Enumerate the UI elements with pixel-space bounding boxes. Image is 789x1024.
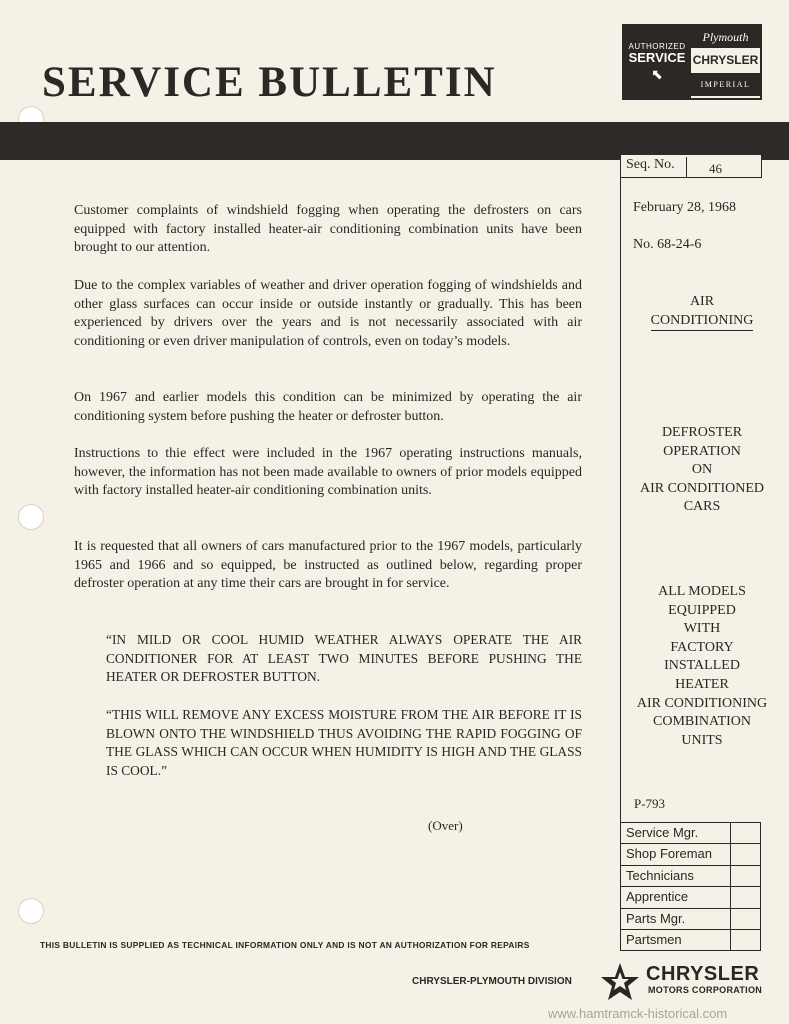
arrow-icon: ⬉	[651, 65, 663, 82]
routing-label: Shop Foreman	[621, 844, 731, 864]
authorized-service-logo	[622, 24, 762, 100]
category-line-2: CONDITIONING	[651, 312, 754, 332]
page-title: SERVICE BULLETIN	[42, 59, 497, 106]
watermark: www.hamtramck-historical.com	[548, 1006, 728, 1021]
routing-row	[621, 866, 760, 887]
logo-chrysler-text: CHRYSLER	[692, 53, 759, 67]
logo-service-text: SERVICE	[628, 50, 686, 66]
routing-check-cell	[731, 866, 760, 886]
subject-line: AIR CONDITIONED	[639, 480, 765, 496]
logo-plymouth-text: Plymouth	[691, 26, 760, 48]
authorized-service-panel	[623, 25, 691, 99]
routing-label: Apprentice	[621, 887, 731, 907]
routing-label: Partsmen	[621, 930, 731, 950]
brand-panel	[691, 26, 760, 98]
logo-imperial-text: IMPERIAL	[691, 73, 760, 96]
applicability	[626, 583, 778, 750]
disclaimer: THIS BULLETIN IS SUPPLIED AS TECHNICAL INFORMATION ONLY AND IS NOT AN AUTHORIZATION FOR REPAIRS	[40, 940, 530, 950]
corp-name: CHRYSLER	[646, 963, 760, 985]
division-name: CHRYSLER-PLYMOUTH DIVISION	[412, 976, 572, 987]
applicability-line: AIR CONDITIONING	[636, 695, 768, 711]
applicability-line: UNITS	[681, 732, 723, 748]
seq-value: 46	[709, 161, 722, 176]
logo-authorized-text: AUTHORIZED	[628, 41, 686, 51]
applicability-line: ALL MODELS	[658, 584, 746, 599]
subject-line: CARS	[683, 499, 721, 515]
body-paragraph: It is requested that all owners of cars manufactured prior to the 1967 models, particularly 1965 and 1966 and so equipped, be instructed as outlined below, regarding proper defroster operation at any time their cars are brought in for service.	[74, 539, 582, 592]
routing-row	[621, 887, 760, 908]
binder-hole	[18, 898, 44, 924]
routing-table	[620, 822, 761, 951]
routing-label: Service Mgr.	[621, 823, 731, 843]
body-paragraph: On 1967 and earlier models this condition can be minimized by operating the air conditioning system before pushing the heater or defroster button.	[74, 390, 582, 424]
routing-row	[621, 844, 760, 865]
category-line-1: AIR	[689, 294, 715, 309]
binder-hole	[18, 504, 44, 530]
pentastar-icon	[600, 962, 640, 1002]
routing-row	[621, 909, 760, 930]
routing-check-cell	[731, 887, 760, 907]
applicability-line: WITH	[683, 621, 721, 637]
corp-subtitle: MOTORS CORPORATION	[648, 985, 763, 995]
subject-line: DEFROSTER	[661, 425, 743, 440]
body-paragraph: Customer complaints of windshield fogging when operating the defrosters on cars equipped with factory installed heater-air conditioning combination units have been brought to our attention.	[74, 203, 582, 256]
body-paragraph: Instructions to thie effect were included in the 1967 operating instructions manuals, however, the information has not been made available to owners of prior models equipped with factory installed heater-air conditioning combination units.	[74, 446, 582, 499]
category	[640, 293, 764, 331]
bulletin-number: No. 68-24-6	[633, 237, 702, 252]
over-note: (Over)	[428, 818, 463, 833]
routing-check-cell	[731, 844, 760, 864]
routing-check-cell	[731, 823, 760, 843]
applicability-line: COMBINATION	[653, 714, 751, 730]
applicability-line: INSTALLED	[664, 658, 740, 674]
quoted-instruction: “IN MILD OR COOL HUMID WEATHER ALWAYS OPERATE THE AIR CONDITIONER FOR AT LEAST TWO MINUTES BEFORE PUSHING THE HEATER OR DEFROSTER BUTTON.	[106, 632, 582, 685]
subject-line: ON	[691, 462, 713, 478]
routing-check-cell	[731, 909, 760, 929]
routing-label: Technicians	[621, 866, 731, 886]
p-number: P-793	[634, 796, 666, 811]
routing-label: Parts Mgr.	[621, 909, 731, 929]
body-paragraph: Due to the complex variables of weather and driver operation fogging of windshields and other glass surfaces can occur inside or outside instantly or gradually. This has been experienced by drivers over the years and is not necessarily associated with air conditioning or even driver manipulation of controls, even on today’s models.	[74, 278, 582, 349]
seq-divider	[686, 157, 687, 177]
applicability-line: HEATER	[675, 676, 729, 692]
seq-label: Seq. No.	[626, 157, 675, 172]
subject-line: OPERATION	[663, 443, 741, 459]
subject	[626, 424, 778, 517]
applicability-line: EQUIPPED	[668, 602, 736, 618]
routing-check-cell	[731, 930, 760, 950]
routing-row	[621, 823, 760, 844]
quoted-instruction: “THIS WILL REMOVE ANY EXCESS MOISTURE FROM THE AIR BEFORE IT IS BLOWN ONTO THE WINDSHIELD THUS AVOIDING THE RAPID FOGGING OF THE GLASS WHICH CAN OCCUR WHEN HUMIDITY IS HIGH AND THE GLASS IS COOL.”	[106, 707, 582, 778]
bulletin-date: February 28, 1968	[633, 200, 737, 215]
routing-row	[621, 930, 760, 950]
applicability-line: FACTORY	[670, 639, 734, 655]
